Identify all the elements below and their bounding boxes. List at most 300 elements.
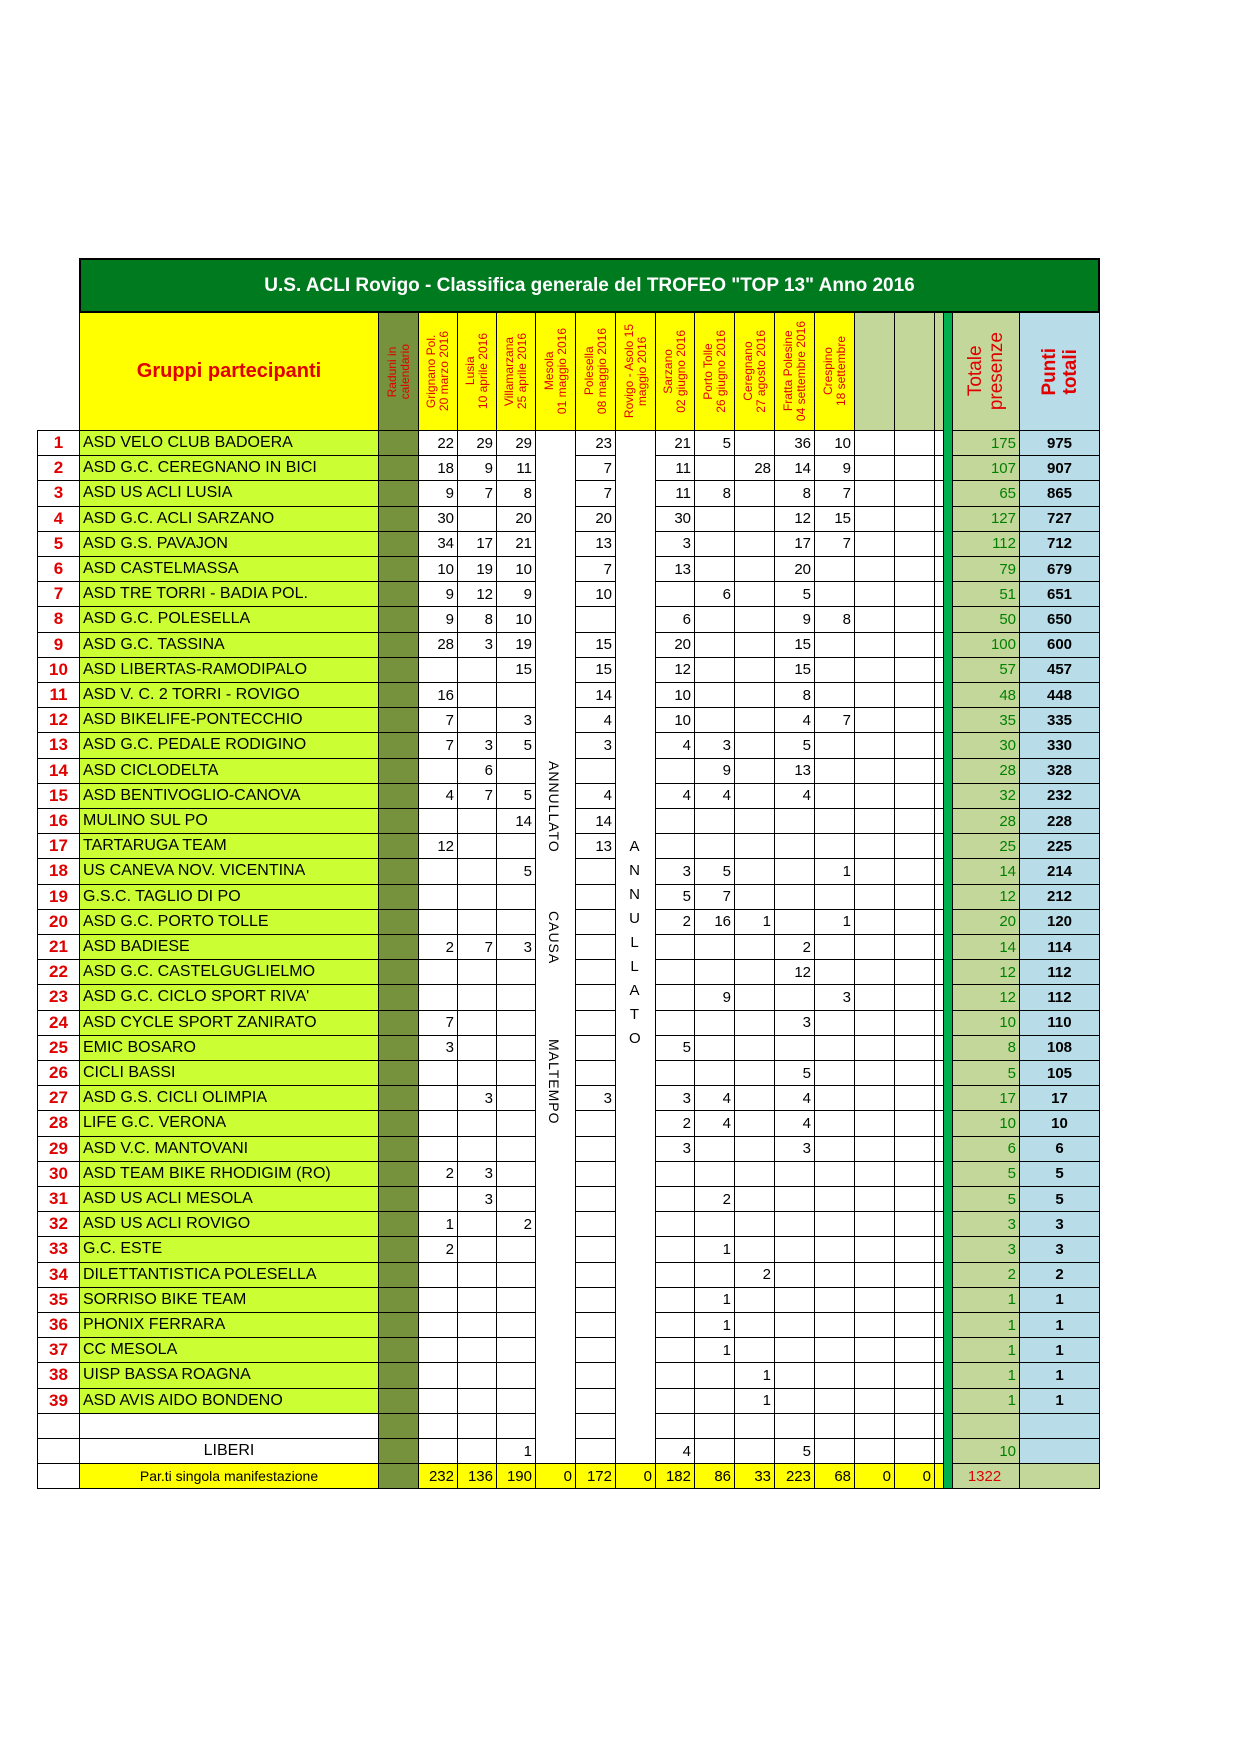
event-value: 7 — [814, 531, 855, 557]
totale-presenze: 107 — [952, 455, 1020, 481]
event-value — [575, 758, 616, 784]
punti-totali: 228 — [1019, 808, 1100, 834]
event-value — [894, 984, 935, 1010]
event-value: 7 — [575, 480, 616, 506]
event-value — [894, 506, 935, 532]
event-value — [734, 984, 775, 1010]
event-value: 14 — [575, 682, 616, 708]
punti-totali: 600 — [1019, 632, 1100, 658]
group-name: SORRISO BIKE TEAM — [79, 1287, 379, 1313]
event-value — [457, 959, 497, 985]
raduni-cell — [378, 1010, 419, 1036]
group-name: ASD CASTELMASSA — [79, 556, 379, 582]
event-value — [457, 506, 497, 532]
event-value — [894, 808, 935, 834]
annulled-note-text: MALTEMPO — [546, 1038, 562, 1125]
event-value: 1 — [418, 1211, 458, 1237]
blank-cell — [418, 1413, 458, 1439]
rank-number: 30 — [37, 1161, 80, 1187]
spacer-cell — [934, 1362, 944, 1388]
group-name: ASD G.S. PAVAJON — [79, 531, 379, 557]
event-value — [854, 1161, 895, 1187]
event-value — [496, 1312, 536, 1338]
spacer-cell — [934, 1010, 944, 1036]
event-value — [575, 1136, 616, 1162]
punti-totali: 1 — [1019, 1362, 1100, 1388]
punti-totali: 112 — [1019, 984, 1100, 1010]
rank-number: 13 — [37, 732, 80, 758]
header-event-1 — [418, 312, 458, 431]
event-value: 9 — [694, 758, 735, 784]
totale-presenze: 100 — [952, 632, 1020, 658]
event-value: 15 — [575, 657, 616, 683]
event-value: 21 — [655, 430, 695, 456]
event-value — [734, 808, 775, 834]
totale-presenze: 35 — [952, 707, 1020, 733]
spacer-cell — [934, 808, 944, 834]
event-value — [774, 1035, 815, 1061]
punti-totali: 1 — [1019, 1337, 1100, 1363]
punti-totali: 865 — [1019, 480, 1100, 506]
event-value: 5 — [774, 1438, 815, 1464]
event-value — [854, 506, 895, 532]
group-name: ASD BADIESE — [79, 934, 379, 960]
event-value: 1 — [694, 1337, 735, 1363]
event-value: 5 — [694, 430, 735, 456]
event-value — [734, 1010, 775, 1036]
event-value — [734, 480, 775, 506]
spacer-cell — [934, 1110, 944, 1136]
event-value — [694, 1035, 735, 1061]
event-value — [854, 833, 895, 859]
event-value — [854, 808, 895, 834]
group-name: ASD G.C. POLESELLA — [79, 606, 379, 632]
event-value: 4 — [694, 1110, 735, 1136]
header-event-7 — [655, 312, 695, 431]
rank-number: 1 — [37, 430, 80, 456]
event-value — [854, 1287, 895, 1313]
rank-number: 37 — [37, 1337, 80, 1363]
event-value — [734, 1186, 775, 1212]
event-value — [894, 1136, 935, 1162]
raduni-cell — [378, 884, 419, 910]
event-value — [814, 833, 855, 859]
group-name: ASD G.C. ACLI SARZANO — [79, 506, 379, 532]
event-value — [694, 1362, 735, 1388]
event-value — [854, 984, 895, 1010]
punti-totali: 17 — [1019, 1085, 1100, 1111]
event-value — [814, 732, 855, 758]
event-value — [457, 1110, 497, 1136]
group-name: EMIC BOSARO — [79, 1035, 379, 1061]
spacer-cell — [934, 1312, 944, 1338]
raduni-cell — [378, 1110, 419, 1136]
event-value: 3 — [457, 1085, 497, 1111]
event-value: 2 — [418, 1236, 458, 1262]
event-value: 11 — [655, 480, 695, 506]
event-value: 7 — [418, 707, 458, 733]
event-value — [575, 1010, 616, 1036]
liberi-punti — [1019, 1438, 1100, 1464]
totale-presenze: 12 — [952, 959, 1020, 985]
raduni-cell — [378, 556, 419, 582]
event-value: 9 — [814, 455, 855, 481]
event-value — [854, 1438, 895, 1464]
event-value: 9 — [496, 581, 536, 607]
event-value — [655, 1161, 695, 1187]
event-value: 6 — [655, 606, 695, 632]
event-value — [894, 1085, 935, 1111]
blank-cell — [655, 1413, 695, 1439]
punti-totali: 108 — [1019, 1035, 1100, 1061]
partecipanti-value: 86 — [694, 1463, 735, 1489]
event-value: 6 — [694, 581, 735, 607]
event-value — [894, 909, 935, 935]
event-value — [655, 959, 695, 985]
annulled-note-word — [546, 1039, 562, 1125]
event-value: 20 — [496, 506, 536, 532]
event-value — [734, 858, 775, 884]
rank-number: 10 — [37, 657, 80, 683]
event-value — [894, 430, 935, 456]
group-name: ASD TEAM BIKE RHODIGIM (RO) — [79, 1161, 379, 1187]
event-value — [734, 606, 775, 632]
spacer-cell — [934, 632, 944, 658]
event-value — [575, 1388, 616, 1414]
event-value — [734, 959, 775, 985]
totale-presenze: 6 — [952, 1136, 1020, 1162]
punti-totali: 3 — [1019, 1211, 1100, 1237]
rank-number: 38 — [37, 1362, 80, 1388]
event-value — [734, 1236, 775, 1262]
event-value: 16 — [694, 909, 735, 935]
event-value — [694, 1161, 735, 1187]
event-value: 20 — [774, 556, 815, 582]
event-value: 4 — [575, 707, 616, 733]
event-value — [774, 1337, 815, 1363]
event-value — [854, 1362, 895, 1388]
event-value: 9 — [457, 455, 497, 481]
event-value: 3 — [655, 1136, 695, 1162]
group-name: ASD G.C. CEREGNANO IN BICI — [79, 455, 379, 481]
event-value — [734, 884, 775, 910]
punti-totali: 105 — [1019, 1060, 1100, 1086]
event-value — [575, 959, 616, 985]
totale-presenze: 1 — [952, 1388, 1020, 1414]
event-value — [496, 1110, 536, 1136]
header-totale — [952, 312, 1020, 431]
event-value — [854, 1035, 895, 1061]
rank-number: 29 — [37, 1136, 80, 1162]
totale-presenze: 12 — [952, 884, 1020, 910]
event-value: 2 — [694, 1186, 735, 1212]
event-value — [894, 455, 935, 481]
group-name: ASD BENTIVOGLIO-CANOVA — [79, 783, 379, 809]
event-value — [496, 1262, 536, 1288]
punti-totali: 5 — [1019, 1161, 1100, 1187]
event-value — [496, 1287, 536, 1313]
event-value: 8 — [774, 480, 815, 506]
event-value — [894, 783, 935, 809]
event-value: 3 — [814, 984, 855, 1010]
event-value — [457, 1060, 497, 1086]
event-value — [575, 1262, 616, 1288]
punti-totali: 232 — [1019, 783, 1100, 809]
event-value — [655, 1312, 695, 1338]
spacer-cell — [934, 1161, 944, 1187]
event-value — [418, 909, 458, 935]
event-value — [575, 1438, 616, 1464]
event-value — [814, 1337, 855, 1363]
rank-number: 18 — [37, 858, 80, 884]
raduni-cell — [378, 808, 419, 834]
event-value — [496, 1337, 536, 1363]
event-value: 8 — [774, 682, 815, 708]
spacer-cell — [934, 1463, 944, 1489]
rank-number: 11 — [37, 682, 80, 708]
spacer-cell — [934, 682, 944, 708]
event-value — [734, 1337, 775, 1363]
event-value — [854, 758, 895, 784]
event-value — [894, 1262, 935, 1288]
event-value — [418, 1312, 458, 1338]
totale-presenze: 14 — [952, 934, 1020, 960]
event-value — [496, 1161, 536, 1187]
event-value — [575, 909, 616, 935]
group-name: LIFE G.C. VERONA — [79, 1110, 379, 1136]
spacer-cell — [934, 1035, 944, 1061]
event-value — [814, 1262, 855, 1288]
event-value: 5 — [774, 1060, 815, 1086]
spacer-cell — [934, 657, 944, 683]
rank-blank — [37, 1463, 80, 1489]
event-value: 2 — [418, 934, 458, 960]
event-value — [734, 1035, 775, 1061]
event-value — [774, 1236, 815, 1262]
rank-number: 8 — [37, 606, 80, 632]
event-value — [894, 1362, 935, 1388]
partecipanti-value: 0 — [854, 1463, 895, 1489]
event-value: 1 — [734, 1388, 775, 1414]
event-value — [575, 606, 616, 632]
event-value — [894, 632, 935, 658]
event-value — [694, 506, 735, 532]
event-value — [457, 909, 497, 935]
event-value — [814, 556, 855, 582]
event-value: 2 — [774, 934, 815, 960]
event-value — [418, 1262, 458, 1288]
event-value: 9 — [418, 480, 458, 506]
event-value: 1 — [734, 1362, 775, 1388]
totale-presenze: 1 — [952, 1312, 1020, 1338]
event-value: 3 — [655, 531, 695, 557]
event-value: 7 — [694, 884, 735, 910]
event-value — [457, 1388, 497, 1414]
event-value — [655, 1388, 695, 1414]
raduni-cell — [378, 1085, 419, 1111]
event-value — [894, 959, 935, 985]
event-value — [418, 808, 458, 834]
punti-totali: 110 — [1019, 1010, 1100, 1036]
event-value — [894, 1388, 935, 1414]
punti-totali: 10 — [1019, 1110, 1100, 1136]
event-value — [894, 531, 935, 557]
rank-number: 20 — [37, 909, 80, 935]
event-value: 19 — [496, 632, 536, 658]
group-name: G.S.C. TAGLIO DI PO — [79, 884, 379, 910]
event-value — [854, 632, 895, 658]
event-value: 10 — [496, 556, 536, 582]
blank-cell — [894, 1413, 935, 1439]
rank-number: 12 — [37, 707, 80, 733]
event-value — [457, 1312, 497, 1338]
event-value: 7 — [575, 556, 616, 582]
raduni-cell — [378, 1438, 419, 1464]
event-value — [894, 884, 935, 910]
event-value: 11 — [655, 455, 695, 481]
event-value: 1 — [694, 1287, 735, 1313]
event-value — [457, 1010, 497, 1036]
spacer-cell — [934, 581, 944, 607]
raduni-cell — [378, 657, 419, 683]
event-value — [734, 632, 775, 658]
event-value: 7 — [575, 455, 616, 481]
event-value — [575, 1186, 616, 1212]
event-value: 13 — [575, 531, 616, 557]
partecipanti-value: 68 — [814, 1463, 855, 1489]
event-value — [894, 556, 935, 582]
event-value — [694, 455, 735, 481]
event-value: 2 — [418, 1161, 458, 1187]
event-value — [854, 934, 895, 960]
raduni-cell — [378, 707, 419, 733]
header-event-3 — [496, 312, 536, 431]
event-value — [774, 1262, 815, 1288]
blank-cell — [496, 1413, 536, 1439]
event-value: 5 — [496, 858, 536, 884]
header-event-11 — [814, 312, 855, 431]
event-value: 5 — [655, 1035, 695, 1061]
event-value: 15 — [575, 632, 616, 658]
event-value: 9 — [418, 606, 458, 632]
event-value — [734, 1110, 775, 1136]
group-name: PHONIX FERRARA — [79, 1312, 379, 1338]
group-name: ASD G.C. PORTO TOLLE — [79, 909, 379, 935]
event-value — [655, 984, 695, 1010]
rank-number: 27 — [37, 1085, 80, 1111]
header-totale-label: Totale presenze — [965, 332, 1007, 411]
event-value — [575, 858, 616, 884]
raduni-cell — [378, 581, 419, 607]
event-label: Porto Tolle 26 giugno 2016 — [700, 330, 728, 413]
event-value — [496, 959, 536, 985]
punti-totali: 907 — [1019, 455, 1100, 481]
punti-totali: 975 — [1019, 430, 1100, 456]
event-value: 8 — [457, 606, 497, 632]
raduni-cell — [378, 1362, 419, 1388]
raduni-cell — [378, 1211, 419, 1237]
event-value — [894, 732, 935, 758]
spacer-cell — [934, 531, 944, 557]
event-value — [418, 1060, 458, 1086]
event-value: 3 — [774, 1010, 815, 1036]
rank-number: 21 — [37, 934, 80, 960]
event-value — [694, 1262, 735, 1288]
totale-presenze: 51 — [952, 581, 1020, 607]
event-value: 4 — [418, 783, 458, 809]
event-value: 4 — [694, 783, 735, 809]
raduni-cell — [378, 984, 419, 1010]
header-raduni-label: Raduni in calendario — [384, 343, 412, 400]
totale-presenze: 17 — [952, 1085, 1020, 1111]
rank-number: 16 — [37, 808, 80, 834]
event-value: 10 — [655, 682, 695, 708]
rank-number: 28 — [37, 1110, 80, 1136]
group-name: MULINO SUL PO — [79, 808, 379, 834]
event-value — [418, 1186, 458, 1212]
punti-totali: 457 — [1019, 657, 1100, 683]
event-value — [655, 833, 695, 859]
event-value — [854, 732, 895, 758]
partecipanti-totale: 1322 — [952, 1463, 1020, 1489]
event-value: 18 — [418, 455, 458, 481]
event-value — [655, 1262, 695, 1288]
event-value — [734, 1060, 775, 1086]
punti-totali: 712 — [1019, 531, 1100, 557]
event-value — [734, 1136, 775, 1162]
spacer-cell — [934, 1186, 944, 1212]
group-name: ASD V.C. MANTOVANI — [79, 1136, 379, 1162]
event-value: 3 — [496, 934, 536, 960]
event-value — [814, 1312, 855, 1338]
event-value — [496, 1388, 536, 1414]
event-value — [854, 959, 895, 985]
punti-totali: 651 — [1019, 581, 1100, 607]
event-value — [774, 1362, 815, 1388]
event-value — [814, 1110, 855, 1136]
event-value — [854, 480, 895, 506]
punti-totali: 650 — [1019, 606, 1100, 632]
event-value — [457, 1337, 497, 1363]
partecipanti-value: 190 — [496, 1463, 536, 1489]
raduni-cell — [378, 833, 419, 859]
event-value: 4 — [774, 1110, 815, 1136]
event-value — [854, 1136, 895, 1162]
totale-presenze: 65 — [952, 480, 1020, 506]
group-name: ASD BIKELIFE-PONTECCHIO — [79, 707, 379, 733]
spacer-cell — [934, 833, 944, 859]
event-value: 10 — [814, 430, 855, 456]
event-value — [734, 506, 775, 532]
event-value — [774, 1161, 815, 1187]
rank-number: 22 — [37, 959, 80, 985]
rank-number: 24 — [37, 1010, 80, 1036]
event-value — [734, 1211, 775, 1237]
event-value — [694, 682, 735, 708]
event-value — [694, 556, 735, 582]
event-value: 4 — [774, 1085, 815, 1111]
spacer-cell — [934, 984, 944, 1010]
event-value: 1 — [694, 1312, 735, 1338]
event-value — [854, 1060, 895, 1086]
event-value: 5 — [694, 858, 735, 884]
annulled-note-text: ANNULLATO — [629, 838, 642, 1048]
partecipanti-value: 0 — [894, 1463, 935, 1489]
group-name: ASD CICLODELTA — [79, 758, 379, 784]
group-name: US CANEVA NOV. VICENTINA — [79, 858, 379, 884]
event-value — [418, 1337, 458, 1363]
event-value: 3 — [694, 732, 735, 758]
